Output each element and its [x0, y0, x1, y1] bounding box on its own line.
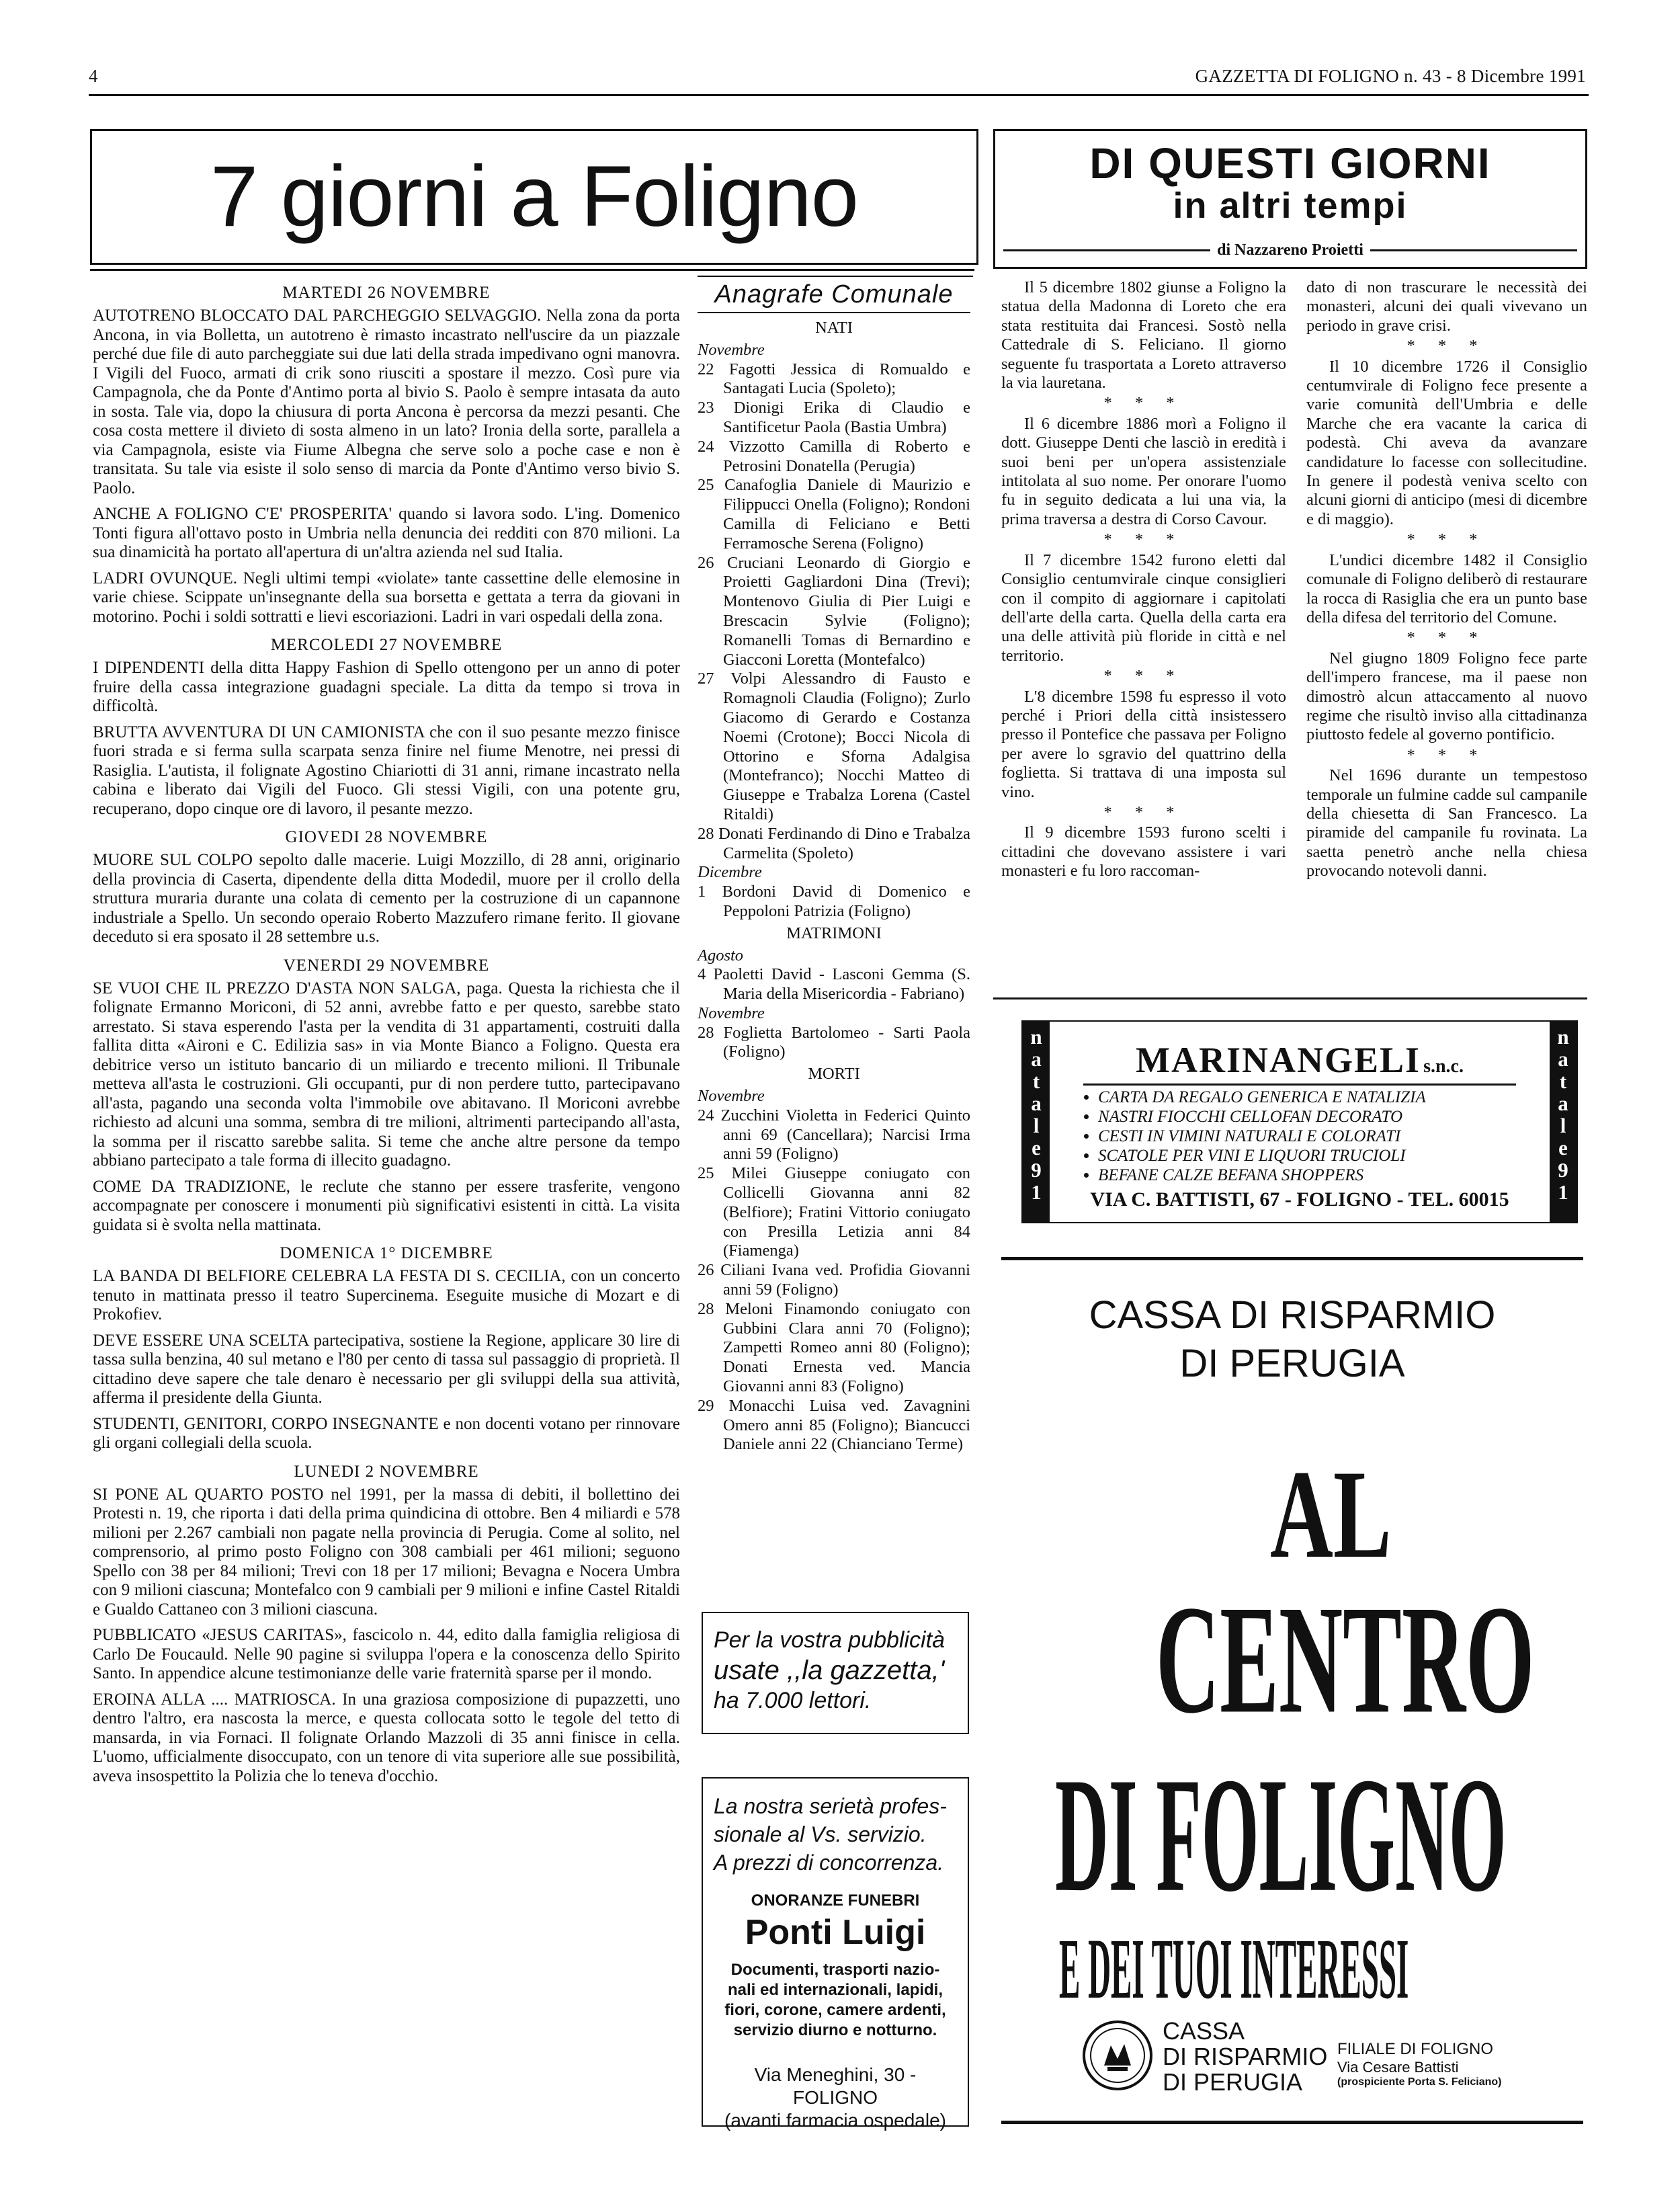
marinangeli-ad	[1021, 1020, 1578, 1223]
separator-stars: * * *	[1103, 803, 1184, 821]
byline-row	[1003, 241, 1577, 259]
byline: di Nazzareno Proietti	[1217, 241, 1363, 259]
separator-stars: * * *	[1103, 394, 1184, 413]
vertical-letter: 9	[1031, 1158, 1042, 1182]
vertical-natale-right	[1550, 1022, 1577, 1222]
branch-title: FILIALE DI FOLIGNO	[1337, 2040, 1494, 2058]
news-paragraph: SE VUOI CHE IL PREZZO D'ASTA NON SALGA, paga. Questa la richiesta che il folignate Ermanno Moriconi, di 52 anni, avrebbe fatto e per questo, sarebbe stato arrestato. Si stava esperendo l'asta per la vendita di 31 appartamenti, costruiti dalla fallita ditta «Aironi e C. Edilizia sas» in via Monte Bianco a Foligno. Questa era debitrice verso un istituto bancario di un miliardo e trecento milioni. Il Tribunale metteva all'asta le costruzioni. Gli occupanti, pur di non perdere tutto, partecipavano all'asta, pagando una seconda volta l'immobile ove abitavano. Il Moriconi avrebbe richiesto ad alcuni una somma, sembra di tre milioni, altrimenti partecipando all'asta, la somma per il riscatto sarebbe salita. Si teme che anche altre persone da tempo abbiano partecipato a tale forma di illecito guadagno.	[93, 979, 680, 1170]
history-paragraph: L'undici dicembre 1482 il Consiglio comunale di Foligno deliberò di restaurare la rocca di Rasiglia che era un punto base della difesa del territorio del Comune.	[1306, 550, 1587, 626]
anagrafe-column	[698, 280, 970, 1455]
vertical-letter: 1	[1558, 1180, 1568, 1204]
list-item: 26 Cruciani Leonardo di Giorgio e Proietti Gagliardoni Dina (Trevi); Montenovo Giulia di Pier Luigi e Brescacin Sylvie (Foligno); Romanelli Tomas di Bernardino e Giacconi Loretta (Montefalco)	[698, 553, 970, 669]
nati-heading: NATI	[815, 319, 853, 337]
month-label: Agosto	[698, 946, 744, 965]
anagrafe-list	[698, 319, 970, 1455]
ad-line: Documenti, trasporti nazio-	[730, 1961, 940, 1979]
seal-icon	[1081, 2018, 1154, 2092]
day-section	[93, 956, 680, 1235]
ad-line: DI PERUGIA	[1163, 2068, 1303, 2096]
day-section	[93, 636, 680, 819]
vertical-letter: a	[1031, 1047, 1042, 1071]
marinangeli-title-row	[1063, 1039, 1536, 1081]
separator-stars: * * *	[1103, 667, 1184, 686]
big-text-di-foligno: DI FOLIGNO	[1055, 1743, 1507, 1926]
ad-line: Per la vostra pubblicità	[714, 1627, 945, 1653]
branch-street: Via Cesare Battisti	[1337, 2059, 1459, 2076]
separator-stars: * * *	[1406, 337, 1487, 356]
news-paragraph: I DIPENDENTI della ditta Happy Fashion di Spello ottengono per un anno di poter fruire della cassa integrazione guadagni speciale. La ditta da tempo si trova in difficoltà.	[93, 659, 680, 715]
separator-stars: * * *	[1406, 628, 1487, 647]
ad-line: ha 7.000 lettori.	[714, 1688, 872, 1713]
cassa-branch	[1337, 2040, 1502, 2088]
list-item: 28 Donati Ferdinando di Dino e Trabalza Carmelita (Spoleto)	[698, 824, 970, 862]
history-paragraph: L'8 dicembre 1598 fu espresso il voto perché i Priori della città insistessero presso il Pontefice che passava per Foligno per avere lo sgravio del quattrino della foglietta. Si trattava di una imposta sul vino.	[1001, 687, 1286, 801]
list-item: 29 Monacchi Luisa ved. Zavagnini Omero anni 85 (Foligno); Biancucci Daniele anni 22 (Chianciano Terme)	[698, 1396, 970, 1454]
ad-line: servizio diurno e notturno.	[733, 2021, 937, 2039]
questi-subtitle: in altri tempi	[1173, 186, 1408, 226]
morti-heading: MORTI	[808, 1065, 860, 1084]
vertical-letter: a	[1558, 1092, 1568, 1115]
history-paragraph: Il 9 dicembre 1593 furono scelti i cittadini che dovevano assistere i vari monasteri e fu loro raccoman-	[1001, 823, 1286, 881]
day-heading: GIOVEDI 28 NOVEMBRE	[285, 828, 488, 846]
vertical-letter: a	[1031, 1092, 1042, 1115]
day-section	[93, 828, 680, 947]
list-item: 28 Meloni Finamondo coniugato con Gubbini Clara anni 70 (Foligno); Zampetti Romeo anni 80 (Foligno); Donati Ernesta ved. Mancia Giovanni anni 83 (Foligno)	[698, 1299, 970, 1396]
ad-line: La nostra serietà profes-	[714, 1794, 947, 1818]
month-label: Novembre	[698, 340, 765, 359]
funebri-ad	[702, 1777, 969, 2131]
ad-line: (avanti farmacia ospedale)	[724, 2110, 946, 2131]
anagrafe-top-rule	[698, 276, 973, 277]
vertical-letter: 9	[1558, 1158, 1568, 1182]
vertical-letter: n	[1030, 1025, 1042, 1049]
branch-note: (prospiciente Porta S. Feliciano)	[1337, 2076, 1502, 2088]
vertical-letter: l	[1560, 1114, 1566, 1137]
list-item: 1 Bordoni David di Domenico e Peppoloni Patrizia (Foligno)	[698, 883, 970, 920]
vertical-letter: t	[1559, 1069, 1567, 1093]
history-paragraph: Il 10 dicembre 1726 il Consiglio centumvirale di Foligno fece presente a varie comunità dell'Umbria e delle Marche che era vacante la carica di podestà. Chi aveva da avanzare candidature lo facesse con sollecitudine. In genere il podestà veniva scelto con alcuni giorni di anticipo (mesi di dicembre e di maggio).	[1306, 357, 1587, 528]
list-item: 24 Vizzotto Camilla di Roberto e Petrosini Donatella (Perugia)	[698, 437, 970, 475]
masthead-title: 7 giorni a Foligno	[210, 149, 858, 245]
history-paragraph: Nel giugno 1809 Foligno fece parte dell'impero francese, ma il paese non dimostrò alcun attaccamento al nuovo regime che risultò inviso alla cittadinanza piuttosto fedele al governo pontificio.	[1306, 649, 1587, 744]
news-paragraph: LADRI OVUNQUE. Negli ultimi tempi «violate» tante cassettine delle elemosine in varie chiese. Scippate un'insegnante della sua borsetta e gettata a terra da giovani in motorino. Pochi i soldi sottratti e lievi escoriazioni. Ladri in vari ospedali della zona.	[93, 569, 680, 626]
news-paragraph: COME DA TRADIZIONE, le reclute che stanno per essere trasferite, vengono accompagnate per conoscere i monumenti più significativi esistenti in città. La visita guidata si è svolta nella mattinata.	[93, 1177, 680, 1234]
vertical-letter: t	[1032, 1069, 1040, 1093]
anagrafe-title-rule	[698, 312, 970, 313]
big-text-al: AL	[1270, 1444, 1392, 1586]
vertical-letter: e	[1558, 1136, 1568, 1159]
masthead-box	[90, 129, 978, 265]
day-heading: LUNEDI 2 NOVEMBRE	[294, 1462, 479, 1481]
ad-line: DI PERUGIA	[1179, 1342, 1405, 1385]
month-label: Dicembre	[698, 863, 762, 882]
news-paragraph: ANCHE A FOLIGNO C'E' PROSPERITA' quando si lavora sodo. L'ing. Domenico Tonti figura all'ottavo posto in Umbria nella denuncia dei redditi con 870 milioni. La sua dinamicità ha portato all'apertura di un'altra azienda nel sud Italia.	[93, 505, 680, 561]
month-label: Novembre	[698, 1087, 765, 1106]
ad-line: A prezzi di concorrenza.	[714, 1850, 944, 1875]
history-paragraph: Il 7 dicembre 1542 furono eletti dal Consiglio centumvirale cinque consiglieri con il compito di aggiornare i capitolati dell'arte della carta. Quella della carta era una delle attività più floride in città e nel territorio.	[1001, 550, 1286, 665]
big-text-interessi: E DEI TUOI INTERESSI	[1059, 1922, 1409, 2017]
list-item: 4 Paoletti David - Lasconi Gemma (S. Maria della Misericordia - Fabriano)	[698, 965, 970, 1004]
list-item: • BEFANE CALZE BEFANA SHOPPERS	[1098, 1166, 1426, 1185]
news-paragraph: AUTOTRENO BLOCCATO DAL PARCHEGGIO SELVAGGIO. Nella zona da porta Ancona, in via Bolletta, un autotreno è rimasto incastrato nell'uscire da un piazzale perché due file di auto parcheggiate sui due lati della strada impedivano ogni manovra. I Vigili del Fuoco, armati di crik sono riusciti a spostare il mezzo. Così pure via Campagnola, che da Ponte d'Antimo porta al bivio S. Paolo è sempre intasata da auto in sosta. Tale via, dopo la chiusura di porta Ancona è percorsa da mezzi pesanti. Che cosa costa mettere il divieto di sosta almeno in un lato? Ironia della sorte, parallela a via Campagnola, esiste via Fiume Albegna che serve solo a poche case e non è transitata. Su tale via esiste il solo senso di marcia da Ponte d'Antimo verso bivio S. Paolo.	[93, 307, 680, 497]
marinangeli-list	[1083, 1088, 1426, 1185]
separator-stars: * * *	[1103, 530, 1184, 549]
ad-line: nali ed internazionali, lapidi,	[727, 1981, 943, 1999]
marinangeli-name: MARINANGELI	[1136, 1040, 1421, 1080]
vertical-natale-left	[1023, 1022, 1050, 1222]
ad-line: usate ,,la gazzetta,'	[714, 1656, 945, 1685]
month-label: Novembre	[698, 1004, 765, 1022]
day-heading: DOMENICA 1° DICEMBRE	[280, 1244, 493, 1262]
vertical-letter: e	[1032, 1136, 1041, 1159]
day-heading: MARTEDI 26 NOVEMBRE	[282, 284, 491, 302]
list-item: 24 Zucchini Violetta in Federici Quinto anni 69 (Cancellara); Narcisi Irma anni 59 (Foligno)	[698, 1106, 970, 1163]
questi-giorni-header	[993, 129, 1587, 269]
history-paragraph: Il 6 dicembre 1886 morì a Foligno il dott. Giuseppe Denti che lasciò in eredità i suoi beni per un'opera assistenziale intitolata al suo nome. Per onorare l'uomo fu in seguito dedicata a lui una via, la prima traversa a destra di Corso Cavour.	[1001, 414, 1286, 528]
news-paragraph: EROINA ALLA .... MATRIOSCA. In una graziosa composizione di pupazzetti, uno dentro l'altro, era nascosta la merce, e questa collocata sotto le tegole del tetto di mansarda, in via Fornaci. Il folignate Orlando Mazzoli di 35 anni finisce in cella. L'uomo, ufficialmente disoccupato, con un tenore di vita superiore alle sue possibilità, aveva insospettito la Polizia che lo teneva d'occhio.	[93, 1690, 680, 1785]
list-item: 25 Milei Giuseppe coniugato con Collicelli Giovanna anni 82 (Belfiore); Fratini Vittorio coniugato con Presilla Letizia anni 84 (Fiamenga)	[698, 1164, 970, 1260]
questi-col-1	[1001, 278, 1286, 881]
gazzetta-ad	[702, 1612, 969, 1734]
day-section	[93, 1244, 680, 1453]
ad-line: fiori, corone, camere ardenti,	[724, 2001, 946, 2019]
big-text-centro: CENTRO	[1156, 1572, 1535, 1746]
list-item: 23 Dionigi Erika di Claudio e Santificetur Paola (Bastia Umbra)	[698, 399, 970, 436]
list-item: 28 Foglietta Bartolomeo - Sarti Paola (Foligno)	[698, 1023, 970, 1061]
ad-line: CASSA DI RISPARMIO	[1089, 1293, 1496, 1337]
page-number: 4	[89, 66, 98, 86]
ad-name: Ponti Luigi	[745, 1913, 926, 1952]
ad-tagline	[714, 1792, 957, 1877]
list-item: • CESTI IN VIMINI NATURALI E COLORATI	[1098, 1127, 1426, 1146]
byline-rule	[1003, 249, 1210, 251]
cassa-logo-icon	[1081, 2018, 1154, 2092]
marinangeli-suffix: s.n.c.	[1423, 1056, 1464, 1077]
history-paragraph: Il 5 dicembre 1802 giunse a Foligno la statua della Madonna di Loreto che era stata restituita dai Francesi. Sostò nella Cattedrale di S. Feliciano. Il giorno seguente fu trasportata a Loreto attraverso la via lauretana.	[1001, 278, 1286, 393]
news-paragraph: BRUTTA AVVENTURA DI UN CAMIONISTA che con il suo pesante mezzo finisce fuori strada e si ferma sulla scarpata senza finire nel fiume Menotre, nei pressi di Rasiglia. L'autista, il folignate Agostino Chiariotti di 31 anni, rimane incastrato nella cabina e liberato dai Vigili del Fuoco. Gli stessi Vigili, con una potente gru, recuperano, dopo cinque ore di lavoro, il pesante mezzo.	[93, 723, 680, 818]
day-heading: VENERDI 29 NOVEMBRE	[283, 956, 490, 975]
seven-days-column	[93, 274, 680, 1793]
ad-line: sionale al Vs. servizio.	[714, 1822, 927, 1846]
list-item: 25 Canafoglia Daniele di Maurizio e Filippucci Onella (Foligno); Rondoni Camilla di Feliciano e Betti Ferramosche Serena (Foligno)	[698, 476, 970, 553]
header-rule	[89, 94, 1589, 96]
separator-stars: * * *	[1406, 530, 1487, 549]
history-paragraph: dato di non trascurare le necessità dei monasteri, alcuni dei quali vivevano un periodo in grave crisi.	[1306, 278, 1587, 335]
anagrafe-title: Anagrafe Comunale	[714, 280, 954, 309]
list-item: 26 Ciliani Ivana ved. Profidia Giovanni anni 59 (Foligno)	[698, 1261, 970, 1299]
news-paragraph: STUDENTI, GENITORI, CORPO INSEGNANTE e non docenti votano per rinnovare gli organi collegiali della scuola.	[93, 1414, 680, 1452]
news-paragraph: LA BANDA DI BELFIORE CELEBRA LA FESTA DI S. CECILIA, con un concerto tenuto in mattinata presso il teatro Supercinema. Eseguite musiche di Mozart e di Prokofiev.	[93, 1267, 680, 1323]
day-heading: MERCOLEDI 27 NOVEMBRE	[270, 636, 503, 654]
cassa-logo-text	[1163, 2018, 1327, 2095]
separator-stars: * * *	[1406, 745, 1487, 764]
ad-heading: ONORANZE FUNEBRI	[751, 1891, 920, 1910]
vertical-letter: a	[1558, 1047, 1568, 1071]
ad-desc	[714, 1960, 957, 2041]
list-item: 27 Volpi Alessandro di Fausto e Romagnoli Claudia (Foligno); Zurlo Giacomo di Gerardo e Costanza Noemi (Crotone); Bocci Nicola di Ottorino e Sforna Adalgisa (Montefranco); Nocchi Matteo di Giuseppe e Trabalza Lorena (Castel Ritaldi)	[698, 669, 970, 823]
day-section	[93, 284, 680, 626]
section-rule	[993, 997, 1587, 999]
news-paragraph: MUORE SUL COLPO sepolto dalle macerie. Luigi Mozzillo, di 28 anni, originario della provincia di Caserta, dipendente della ditta Modedil, muore per il crollo della struttura muraria durante una colata di cemento per la costruzione di un capannone industriale a Spello. Un secondo operaio Roberto Mazzufero rimane ferito. Il giovane deceduto si era sposato il 28 settembre u.s.	[93, 851, 680, 946]
ad-address	[714, 2064, 957, 2132]
marinangeli-title-rule	[1083, 1084, 1516, 1086]
ad-line: DI RISPARMIO	[1163, 2043, 1328, 2070]
ad-line: Via Meneghini, 30 - FOLIGNO	[754, 2064, 917, 2108]
marinangeli-address: VIA C. BATTISTI, 67 - FOLIGNO - TEL. 60015	[1090, 1188, 1509, 1211]
news-paragraph: PUBBLICATO «JESUS CARITAS», fascicolo n. 44, edito dalla famiglia religiosa di Carlo De Foucauld. Nelle 90 pagine si sviluppa l'opera e la conoscenza dello Spirito Santo. In appendice alcune testimonianze delle varie fraternità sparse per il mondo.	[93, 1626, 680, 1682]
news-paragraph: DEVE ESSERE UNA SCELTA partecipativa, sostiene la Regione, applicare 30 lire di tassa sulla benzina, 40 sul metano e l'80 per cento di tassa sul passaggio di proprietà. Il cittadino deve sapere che tale denaro è necessario per gli sviluppi della sua attività, afferma il presidente della Giunta.	[93, 1331, 680, 1407]
list-item: 22 Fagotti Jessica di Romualdo e Santagati Lucia (Spoleto);	[698, 360, 970, 398]
vertical-letter: l	[1033, 1114, 1040, 1137]
publication-line: GAZZETTA DI FOLIGNO n. 43 - 8 Dicembre 1991	[1195, 66, 1586, 86]
history-paragraph: Nel 1696 durante un tempestoso temporale un fulmine cadde sul campanile della chiesetta di San Francesco. La piramide del campanile fu rovinata. La saetta penetrò anche nella chiesa provocando notevoli danni.	[1306, 766, 1587, 881]
matrimoni-heading: MATRIMONI	[786, 924, 882, 942]
list-item: • CARTA DA REGALO GENERICA E NATALIZIA	[1098, 1088, 1426, 1107]
masthead-rule	[90, 269, 974, 271]
list-item: • SCATOLE PER VINI E LIQUORI TRUCIOLI	[1098, 1146, 1426, 1166]
questi-title: DI QUESTI GIORNI	[1089, 139, 1491, 188]
list-item: • NASTRI FIOCCHI CELLOFAN DECORATO	[1098, 1107, 1426, 1127]
vertical-letter: n	[1557, 1025, 1569, 1049]
news-paragraph: SI PONE AL QUARTO POSTO nel 1991, per la massa di debiti, il bollettino dei Protesti n. 19, che riporta i dati della prima quindicina di ottobre. Ben 4 miliardi e 578 milioni per 2.267 cambiali non pagate nella provincia di Perugia. Come al solito, nel comprensorio, al primo posto Foligno con 308 cambiali per 461 milioni; seguono Spello con 38 per 84 milioni; Trevi con 18 per 17 milioni; Bevagna e Nocera Umbra con 9 milioni ciascuna; Montefalco con 9 cambiali per 9 milioni e infine Castel Ritaldi e Gualdo Cattaneo con 3 milioni ciascuna.	[93, 1485, 680, 1619]
day-section	[93, 1463, 680, 1787]
questi-col-2	[1306, 278, 1587, 881]
ad-line: CASSA	[1163, 2017, 1245, 2045]
cassa-heading	[1001, 1291, 1583, 1388]
cassa-ad	[1001, 1257, 1583, 2124]
vertical-letter: 1	[1031, 1180, 1042, 1204]
byline-rule	[1370, 249, 1577, 251]
